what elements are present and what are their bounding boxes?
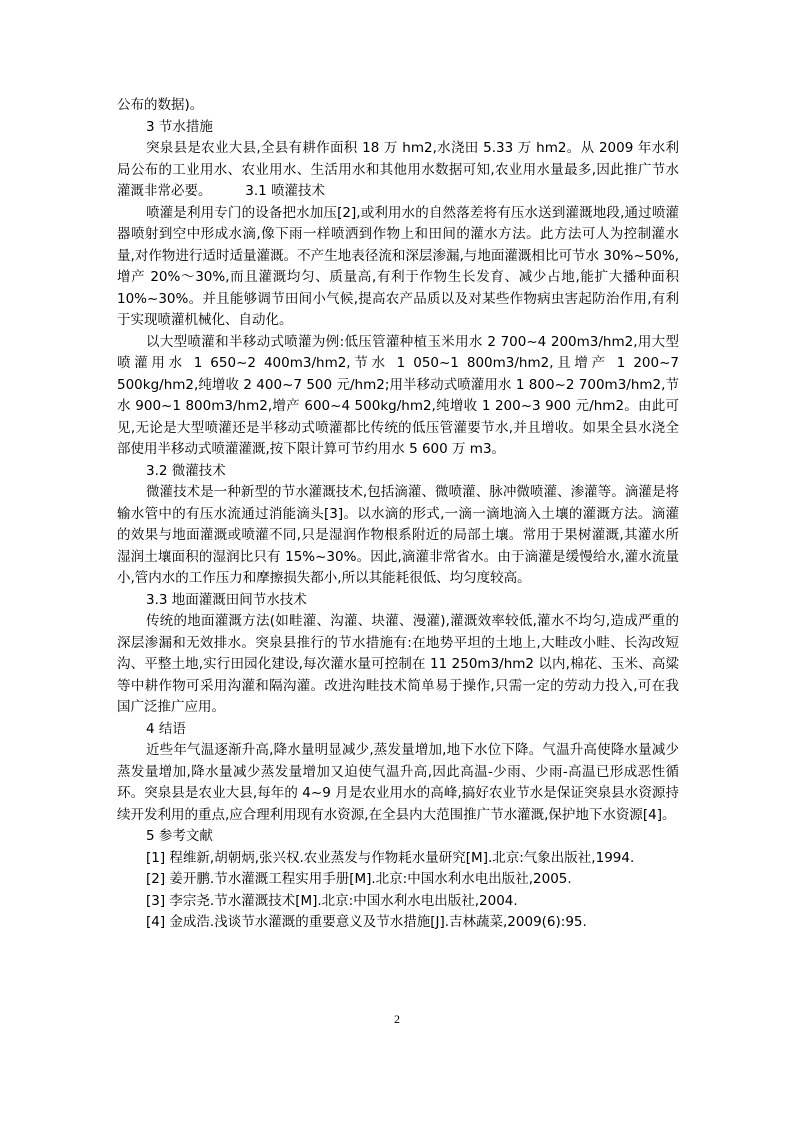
paragraph-micro-irrigation: 微灌技术是一种新型的节水灌溉技术,包括滴灌、微喷灌、脉冲微喷灌、渗灌等。滴灌是将输水管中的有压水流通过消能滴头[3]。以水滴的形式,一滴一滴地滴入土壤的灌溉方法。滴灌的效果与地面灌溉或喷灌不同,只是湿润作物根系附近的局部土壤。常用于果树灌溉,其灌水所湿润土壤面积的湿润比只有 15%~30%。因此,滴灌非常省水。由于滴灌是缓慢给水,灌水流量小,管内水的工作压力和摩擦损失都小,所以其能耗很低、均匀度较高。 [117,484,679,586]
reference-item-4: [4] 金成浩.浅谈节水灌溉的重要意义及节水措施[J].吉林蔬菜,2009(6):95. [146,914,587,930]
section-heading-3: 3 节水措施 [146,118,213,135]
paragraph-surface-irrigation: 传统的地面灌溉方法(如畦灌、沟灌、块灌、漫灌),灌溉效率较低,灌水不均匀,造成严重的深层渗漏和无效排水。突泉县推行的节水措施有:在地势平坦的土地上,大畦改小畦、长沟改短沟、平整土地,实行田园化建设,每次灌水量可控制在 11 250m3/hm2 以内,棉花、玉米、高粱等中耕作物可采用沟灌和隔沟灌。改进沟畦技术简单易于操作,只需一定的劳动力投入,可在我国广泛推广应用。 [117,613,679,715]
section-heading-3-2: 3.2 微灌技术 [146,462,226,479]
reference-item-3: [3] 李宗尧.节水灌溉技术[M].北京:中国水利水电出版社,2004. [146,892,518,909]
paragraph-conclusion: 近些年气温逐渐升高,降水量明显减少,蒸发量增加,地下水位下降。气温升高使降水量减少蒸发量增加,降水量减少蒸发量增加又迫使气温升高,因此高温-少雨、少雨-高温已形成恶性循环。突泉县是农业大县,每年的 4~9 月是农业用水的高峰,搞好农业节水是保证突泉县水资源持续开发利用的重点,应合理利用现有水资源,在全县内大范围推广节水灌溉,保护地下水资源[4]。 [117,742,679,823]
section-heading-3-3: 3.3 地面灌溉田间节水技术 [146,591,307,608]
paragraph-county-overview: 突泉县是农业大县,全县有耕作面积 18 万 hm2,水浇田 5.33 万 hm2。从 2009 年水利局公布的工业用水、农业用水、生活用水和其他用水数据可知,农业用水量最多,因此推广节水灌溉非常必要。 3.1 喷灌技术 [117,140,679,199]
section-heading-4: 4 结语 [146,720,186,737]
paragraph-sprinkler-example: 以大型喷灌和半移动式喷灌为例:低压管灌种植玉米用水 2 700~4 200m3/hm2,用大型喷灌用水 1 650~2 400m3/hm2,节水 1 050~1 800m3/hm2,且增产 1 200~7 500kg/hm2,纯增收 2 400~7 500 元/hm2;用半移动式喷灌用水 1 800~2 700m3/hm2,节水 900~1 800m3/hm2,增产 600~4 500kg/hm2,纯增收 1 200~3 900 元/hm2。由此可见,无论是大型喷灌还是半移动式喷灌都比传统的低压管灌要节水,并且增收。如果全县水浇全部使用半移动式喷灌灌溉,按下限计算可节约用水 5 600 万 m3。 [117,333,679,457]
reference-item-1: [1] 程维新,胡朝炳,张兴权.农业蒸发与作物耗水量研究[M].北京:气象出版社,1994. [146,849,635,866]
reference-item-2: [2] 姜开鹏.节水灌溉工程实用手册[M].北京:中国水利水电出版社,2005. [146,871,572,887]
page-number: 2 [394,1012,400,1026]
paragraph-continuation: 公布的数据)。 [117,97,204,113]
paragraph-sprinkler-irrigation: 喷灌是利用专门的设备把水加压[2],或利用水的自然落差将有压水送到灌溉地段,通过喷灌器喷射到空中形成水滴,像下雨一样喷洒到作物上和田间的灌水方法。此方法可人为控制灌水量,对作物进行适时适量灌溉。不产生地表径流和深层渗漏,与地面灌溉相比可节水 30%~50%,增产 20%～30%,而且灌溉均匀、质量高,有利于作物生长发育、减少占地,能扩大播种面积 10%~30%。并且能够调节田间小气候,提高农产品质以及对某些作物病虫害起防治作用,有利于实现喷灌机械化、自动化。 [117,204,679,328]
section-heading-5: 5 参考文献 [146,828,213,844]
document-body [117,95,679,934]
